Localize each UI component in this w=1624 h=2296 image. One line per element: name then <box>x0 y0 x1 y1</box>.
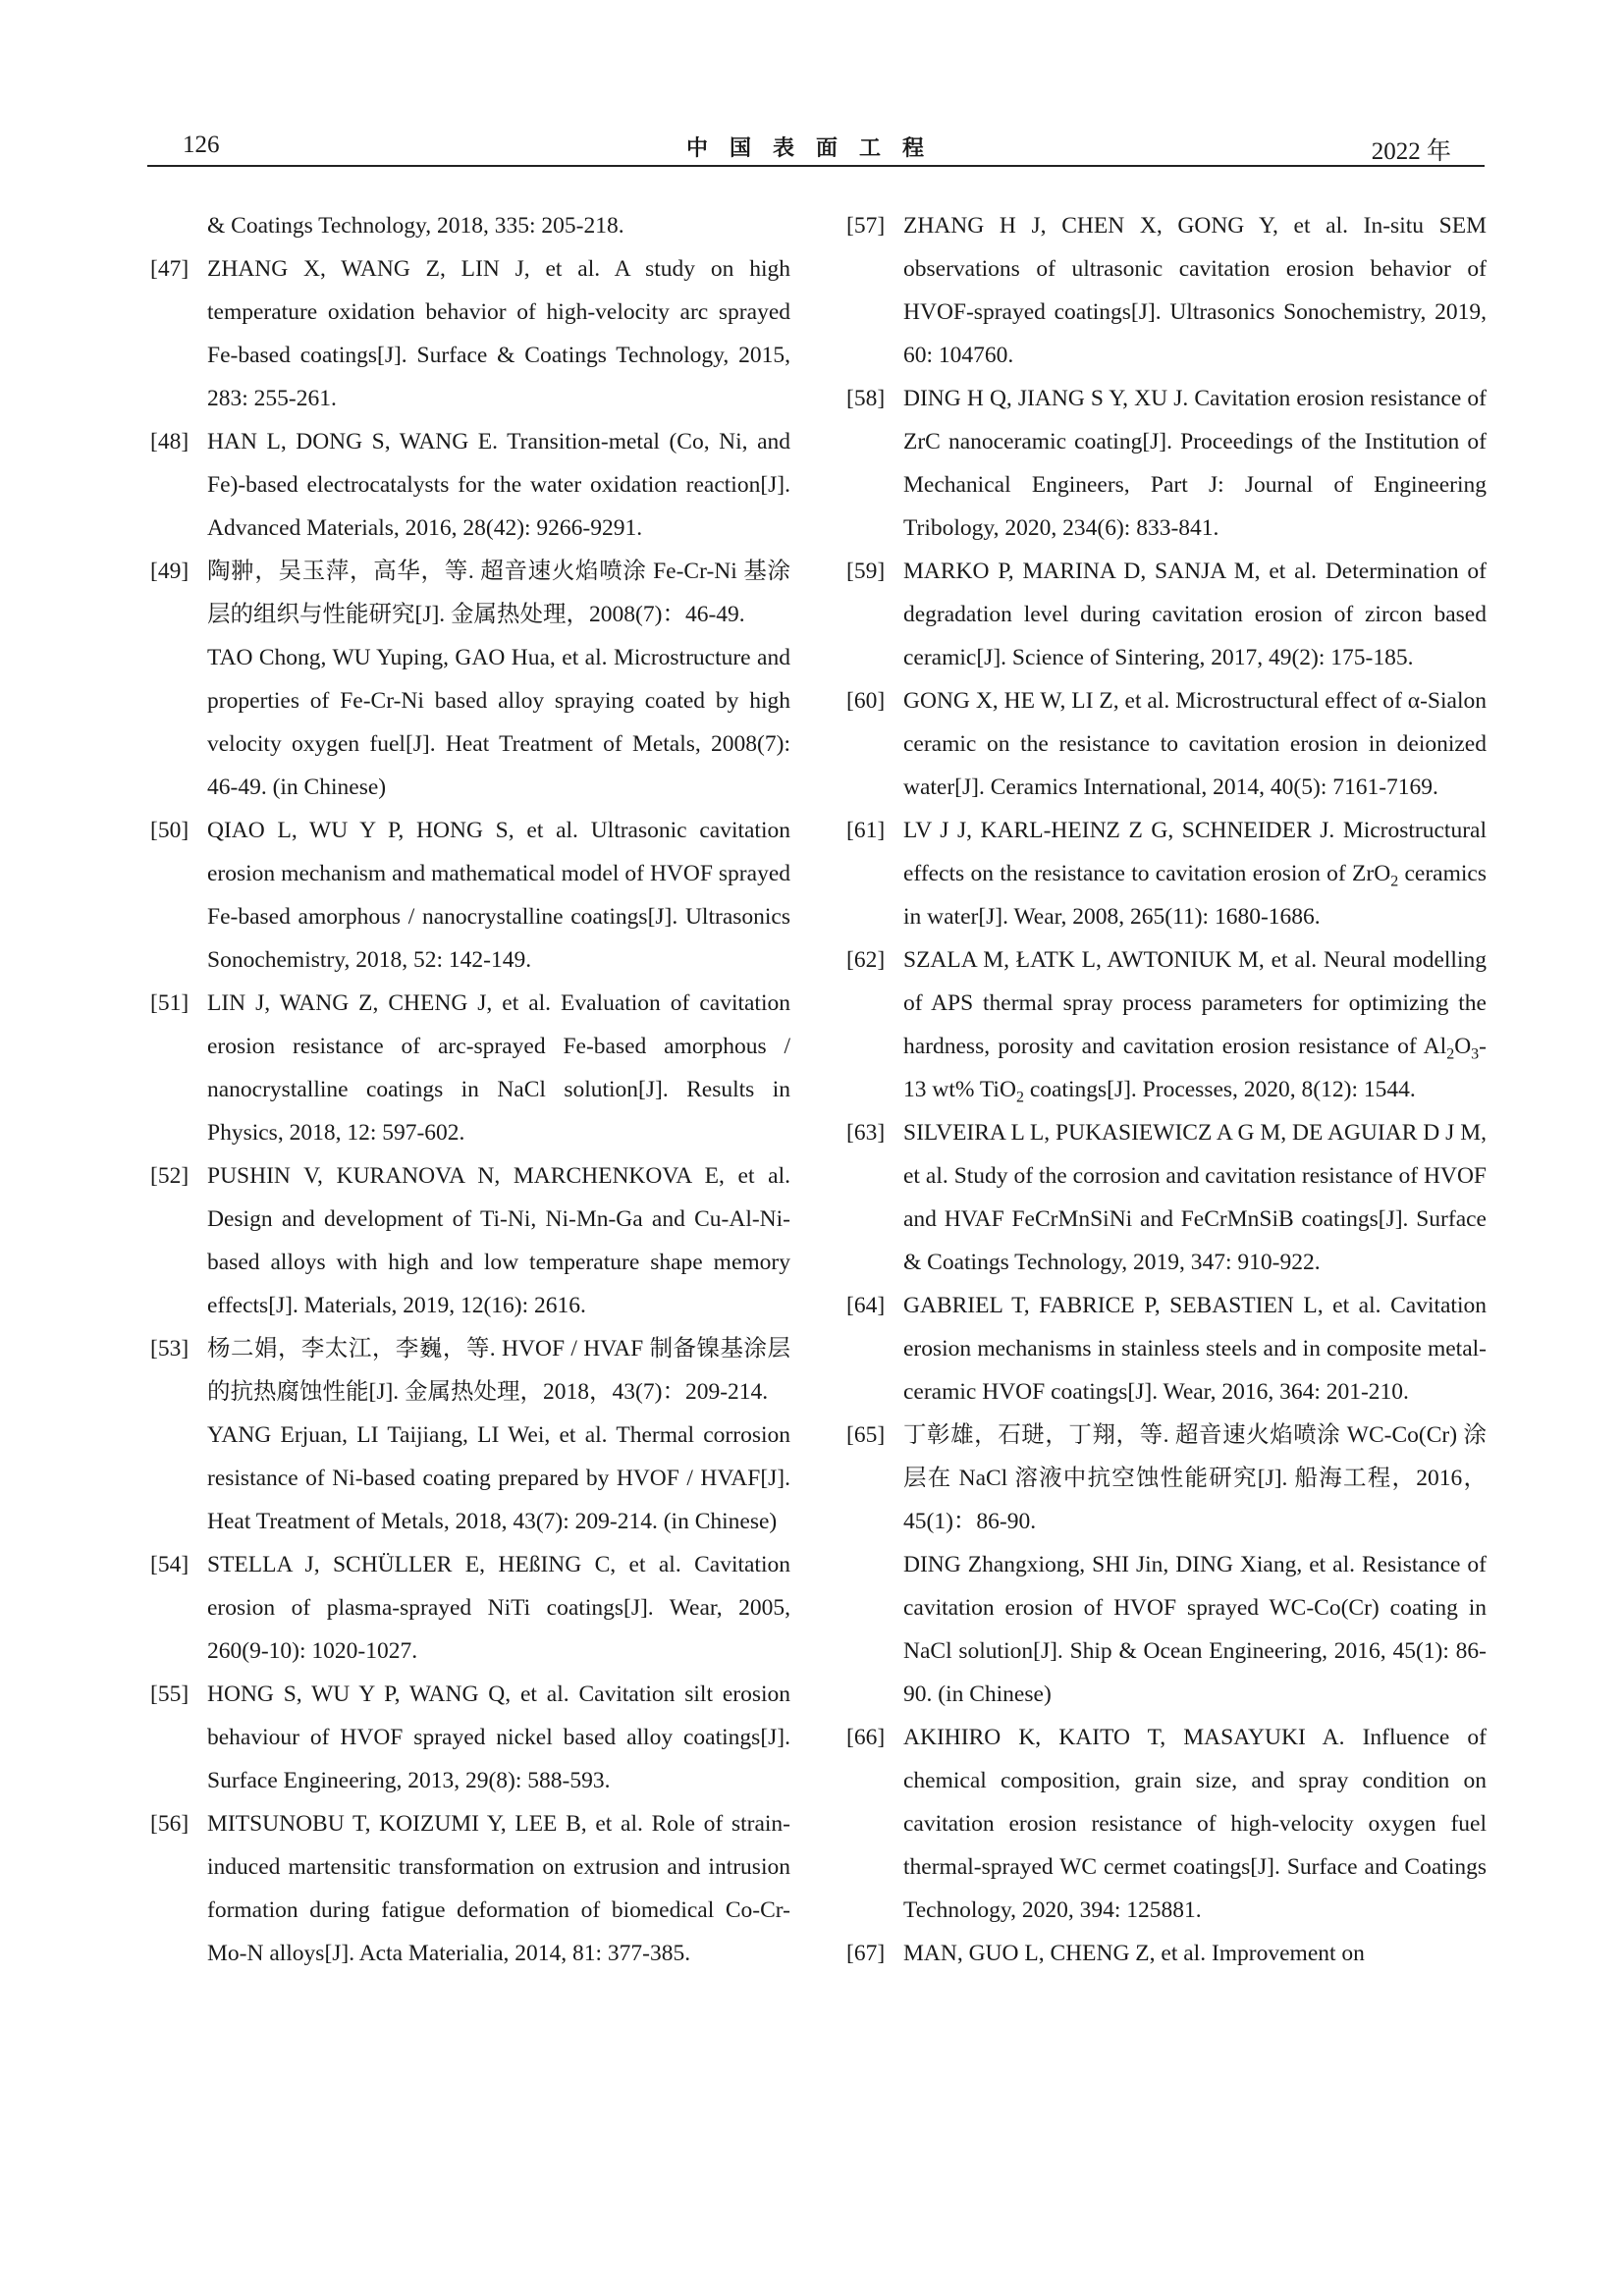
reference-entry <box>846 1284 1487 1414</box>
reference-number: [60] <box>846 688 886 714</box>
reference-number: [47] <box>150 256 189 282</box>
reference-entry <box>150 420 790 550</box>
reference-entry <box>846 1111 1487 1284</box>
reference-text: ZHANG X, WANG Z, LIN J, et al. A study on high temperature oxidation behavior of high-velocity arc sprayed Fe-based coatings[J]. Surface & Coatings Technology, 2015, 283: 255-261. <box>207 256 790 411</box>
reference-text: MARKO P, MARINA D, SANJA M, et al. Determination of degradation level during cavitation erosion of zircon based ceramic[J]. Science of Sintering, 2017, 49(2): 175-185. <box>903 559 1487 670</box>
reference-text-chinese: 丁彰雄，石琎，丁翔，等. 超音速火焰喷涂 WC-Co(Cr) 涂层在 NaCl 溶液中抗空蚀性能研究[J]. 船海工程，2016，45(1)：86-90. <box>903 1422 1487 1534</box>
reference-text-chinese: 陶翀，吴玉萍，高华，等. 超音速火焰喷涂 Fe-Cr-Ni 基涂层的组织与性能研究[J]. 金属热处理，2008(7)：46-49. <box>207 559 790 627</box>
reference-text: SILVEIRA L L, PUKASIEWICZ A G M, DE AGUIAR D J M, et al. Study of the corrosion and cavitation resistance of HVOF and HVAF FeCrMnSiNi and FeCrMnSiB coatings[J]. Surface & Coatings Technology, 2019, 347: 910-922. <box>903 1120 1487 1275</box>
reference-entry <box>846 1932 1487 1975</box>
reference-text-part: ceramics in water[J]. Wear, 2008, 265(11): 1680-1686. <box>903 861 1487 930</box>
reference-number: [59] <box>846 559 886 584</box>
journal-title: 中国表面工程 <box>685 135 946 160</box>
right-column <box>846 204 1487 1975</box>
page-number: 126 <box>183 132 220 158</box>
reference-continuation: & Coatings Technology, 2018, 335: 205-218. <box>207 213 624 239</box>
reference-number: [64] <box>846 1293 886 1318</box>
reference-entry <box>846 809 1487 938</box>
reference-text-part: coatings[J]. Processes, 2020, 8(12): 1544. <box>1023 1077 1416 1102</box>
reference-entry <box>150 1673 790 1802</box>
reference-number: [53] <box>150 1336 189 1362</box>
reference-entry <box>150 1802 790 1975</box>
reference-text: MITSUNOBU T, KOIZUMI Y, LEE B, et al. Role of strain-induced martensitic transformation on extrusion and intrusion formation during fatigue deformation of biomedical Co-Cr-Mo-N alloys[J]. Acta Materialia, 2014, 81: 377-385. <box>207 1811 790 1966</box>
reference-text: MAN, GUO L, CHENG Z, et al. Improvement on <box>903 1941 1365 1966</box>
reference-text: DING H Q, JIANG S Y, XU J. Cavitation erosion resistance of ZrC nanoceramic coating[J]. Proceedings of the Institution of Mechanical Engineers, Part J: Journal of Engineering Tribology, 2020, 234(6): 833-841. <box>903 386 1487 541</box>
reference-number: [66] <box>846 1725 886 1750</box>
reference-entry <box>150 247 790 420</box>
reference-text: HAN L, DONG S, WANG E. Transition-metal (Co, Ni, and Fe)-based electrocatalysts for the water oxidation reaction[J]. Advanced Materials, 2016, 28(42): 9266-9291. <box>207 429 790 541</box>
reference-entry <box>846 377 1487 550</box>
issue-year: 2022 年 <box>1371 138 1451 165</box>
reference-number: [51] <box>150 990 189 1016</box>
reference-text-english: TAO Chong, WU Yuping, GAO Hua, et al. Microstructure and properties of Fe-Cr-Ni based alloy spraying coated by high velocity oxygen fuel[J]. Heat Treatment of Metals, 2008(7): 46-49. (in Chinese) <box>207 645 790 800</box>
reference-entry <box>150 982 790 1154</box>
subscript: 2 <box>1446 1045 1455 1063</box>
subscript: 2 <box>1390 873 1399 890</box>
reference-entry <box>846 204 1487 377</box>
reference-number: [65] <box>846 1422 886 1448</box>
reference-entry <box>846 550 1487 679</box>
reference-number: [52] <box>150 1163 189 1189</box>
reference-entry <box>846 938 1487 1111</box>
reference-text-part: O <box>1454 1034 1472 1059</box>
reference-text-part: LV J J, KARL-HEINZ Z G, SCHNEIDER J. Microstructural effects on the resistance to cavitation erosion of ZrO <box>903 818 1487 886</box>
running-header <box>147 126 1485 167</box>
reference-text: QIAO L, WU Y P, HONG S, et al. Ultrasonic cavitation erosion mechanism and mathematical model of HVOF sprayed Fe-based amorphous / nanocrystalline coatings[J]. Ultrasonics Sonochemistry, 2018, 52: 142-149. <box>207 818 790 973</box>
reference-number: [67] <box>846 1941 886 1966</box>
reference-text: HONG S, WU Y P, WANG Q, et al. Cavitation silt erosion behaviour of HVOF sprayed nickel based alloy coatings[J]. Surface Engineering, 2013, 29(8): 588-593. <box>207 1682 790 1793</box>
reference-text: ZHANG H J, CHEN X, GONG Y, et al. In-situ SEM observations of ultrasonic cavitation erosion behavior of HVOF-sprayed coatings[J]. Ultrasonics Sonochemistry, 2019, 60: 104760. <box>903 213 1487 368</box>
reference-entry <box>150 1154 790 1327</box>
reference-text-part: SZALA M, ŁATK L, AWTONIUK M, et al. Neural modelling of APS thermal spray process parameters for optimizing the hardness, porosity and cavitation erosion resistance of Al <box>903 947 1487 1059</box>
reference-text <box>903 809 1487 938</box>
subscript: 2 <box>1015 1089 1024 1106</box>
left-column <box>150 204 790 1975</box>
reference-text: STELLA J, SCHÜLLER E, HEßING C, et al. Cavitation erosion of plasma-sprayed NiTi coatings[J]. Wear, 2005, 260(9-10): 1020-1027. <box>207 1552 790 1664</box>
reference-number: [58] <box>846 386 886 411</box>
subscript: 3 <box>1471 1045 1480 1063</box>
reference-entry <box>846 1414 1487 1716</box>
reference-text-english: YANG Erjuan, LI Taijiang, LI Wei, et al. Thermal corrosion resistance of Ni-based coating prepared by HVOF / HVAF[J]. Heat Treatment of Metals, 2018, 43(7): 209-214. (in Chinese) <box>207 1422 790 1534</box>
reference-text <box>903 938 1487 1111</box>
reference-text: LIN J, WANG Z, CHENG J, et al. Evaluation of cavitation erosion resistance of arc-sprayed Fe-based amorphous / nanocrystalline coatings in NaCl solution[J]. Results in Physics, 2018, 12: 597-602. <box>207 990 790 1146</box>
reference-number: [48] <box>150 429 189 454</box>
reference-text-english: DING Zhangxiong, SHI Jin, DING Xiang, et al. Resistance of cavitation erosion of HVOF sprayed WC-Co(Cr) coating in NaCl solution[J]. Ship & Ocean Engineering, 2016, 45(1): 86-90. (in Chinese) <box>903 1552 1487 1707</box>
reference-entry <box>150 550 790 809</box>
reference-number: [61] <box>846 818 886 843</box>
reference-number: [50] <box>150 818 189 843</box>
reference-number: [62] <box>846 947 886 973</box>
reference-text: GABRIEL T, FABRICE P, SEBASTIEN L, et al. Cavitation erosion mechanisms in stainless steels and in composite metal-ceramic HVOF coatings[J]. Wear, 2016, 364: 201-210. <box>903 1293 1487 1405</box>
reference-number: [63] <box>846 1120 886 1146</box>
reference-number: [56] <box>150 1811 189 1837</box>
reference-entry <box>846 1716 1487 1932</box>
reference-entry <box>846 679 1487 809</box>
reference-number: [55] <box>150 1682 189 1707</box>
reference-text-part: -13 wt% TiO <box>903 1034 1487 1102</box>
reference-entry <box>150 809 790 982</box>
reference-entry <box>150 1327 790 1543</box>
reference-text: PUSHIN V, KURANOVA N, MARCHENKOVA E, et al. Design and development of Ti-Ni, Ni-Mn-Ga and Cu-Al-Ni-based alloys with high and low temperature shape memory effects[J]. Materials, 2019, 12(16): 2616. <box>207 1163 790 1318</box>
reference-text: GONG X, HE W, LI Z, et al. Microstructural effect of α-Sialon ceramic on the resistance to cavitation erosion in deionized water[J]. Ceramics International, 2014, 40(5): 7161-7169. <box>903 688 1487 800</box>
reference-text-chinese: 杨二娟，李太江，李巍，等. HVOF / HVAF 制备镍基涂层的抗热腐蚀性能[J]. 金属热处理，2018，43(7)：209-214. <box>207 1336 790 1405</box>
reference-number: [54] <box>150 1552 189 1577</box>
reference-text: AKIHIRO K, KAITO T, MASAYUKI A. Influence of chemical composition, grain size, and spray condition on cavitation erosion resistance of high-velocity oxygen fuel thermal-sprayed WC cermet coatings[J]. Surface and Coatings Technology, 2020, 394: 125881. <box>903 1725 1487 1923</box>
reference-number: [49] <box>150 559 189 584</box>
reference-entry <box>150 1543 790 1673</box>
reference-number: [57] <box>846 213 886 239</box>
